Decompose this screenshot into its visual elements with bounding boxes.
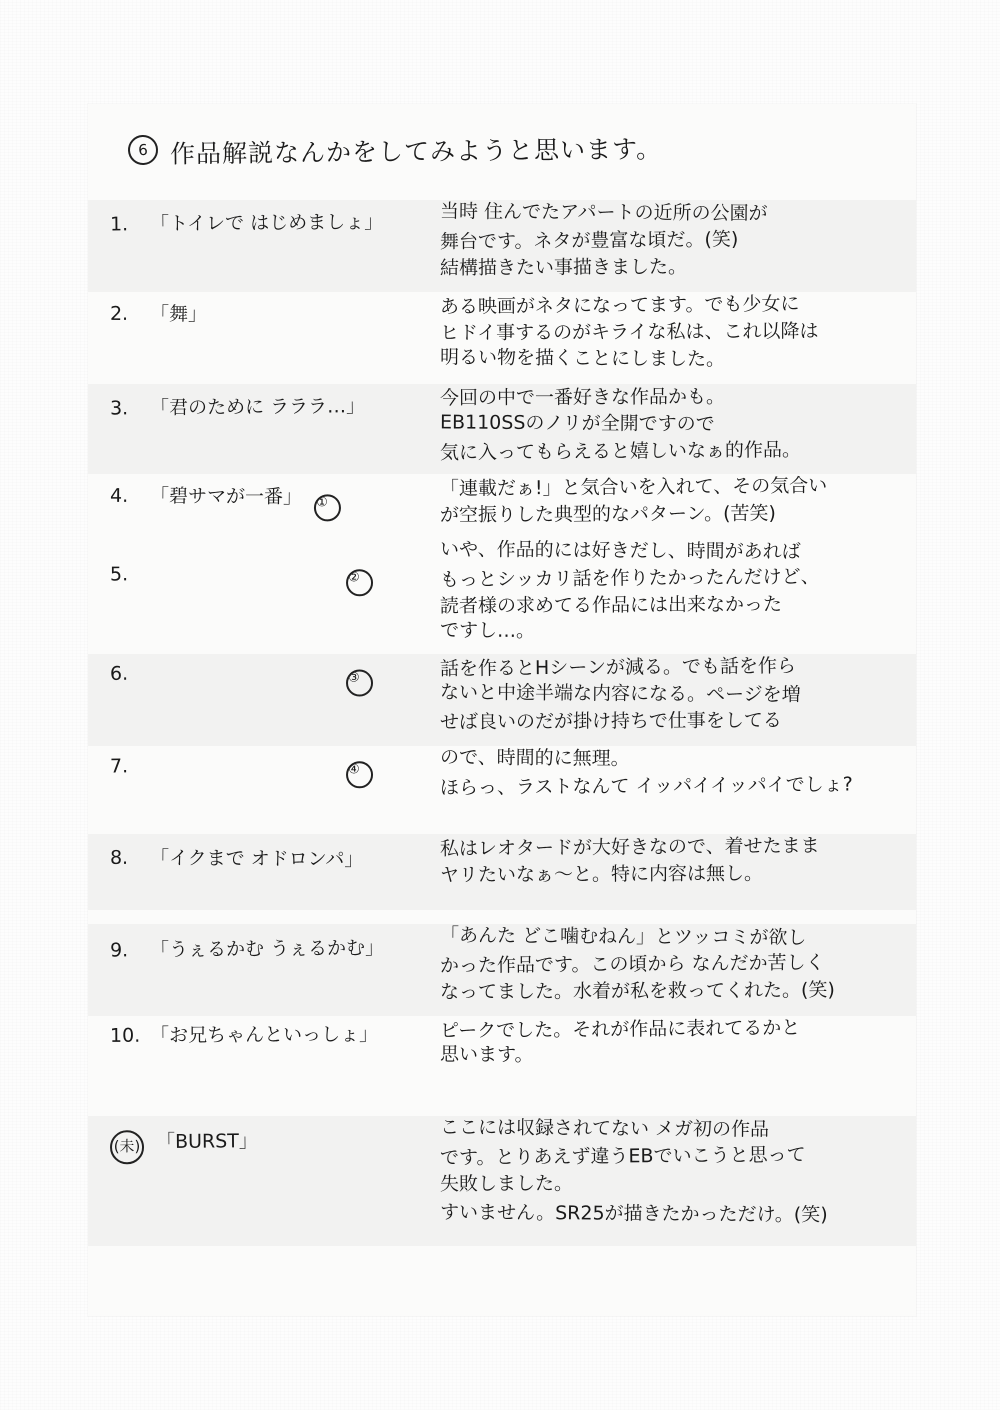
note-line: いや、作品的には好きだし、時間があれば [439,538,801,563]
entry-label [88,1016,440,1047]
entry-index: 3. [109,397,129,420]
entry-title: 「君のために ラララ…」 [149,395,366,420]
entry-title: 「トイレで はじめましょ」 [149,211,384,236]
list-item [88,834,916,910]
note-line: ピークでした。それが作品に表れてるかと [439,1016,801,1043]
entry-notes [440,538,916,646]
note-line: ですし…。 [439,619,536,642]
bullet-circle-icon: 6 [127,134,159,166]
entry-notes [440,384,916,465]
list-item [88,292,916,384]
entry-index: 5. [109,563,129,586]
note-line: もっとシッカリ話を作りたかったんだけど、 [439,565,820,591]
note-line: EB110SSのノリが全開ですので [439,411,715,436]
entry-marker: ④ [346,761,373,788]
entry-list [88,200,916,1246]
note-line: 明るい物を描くことにしました。 [439,346,726,371]
note-line: なってました。水着が私を救ってくれた。(笑) [439,979,835,1004]
list-item [88,1116,916,1246]
entry-notes [440,654,916,735]
list-item [88,384,916,474]
note-line: 思います。 [439,1043,534,1067]
list-item [88,538,916,654]
page-title-text: 作品解説なんかをしてみようと思います。 [169,134,663,169]
entry-index: 7. [109,755,129,778]
page-title [128,132,662,168]
entry-notes [440,1116,916,1228]
entry-index: 9. [109,939,129,962]
note-line: 今回の中で一番好きな作品かも。 [439,385,726,410]
section-gap [88,1080,916,1116]
note-line: ので、時間的に無理。 [439,746,630,770]
note-line: ある映画がネタになってます。でも少女に [439,292,800,319]
note-line: 当時 住んでたアパートの近所の公園が [439,200,768,225]
entry-title: 「舞」 [149,303,208,326]
list-item [88,746,916,820]
entry-index: 1. [109,213,129,236]
entry-title: 「お兄ちゃんといっしょ」 [149,1023,379,1047]
entry-notes [440,474,916,528]
entry-label [88,746,440,789]
entry-notes [440,200,916,281]
entry-index: 2. [109,302,129,325]
note-line: ヤリたいなぁ～と。特に内容は無し。 [439,862,764,887]
note-line: 結構描きたい事描きました。 [439,255,688,280]
note-line: ほらっ、ラストなんて イッパイイッパイでしょ? [439,773,853,799]
entry-marker: ① [314,494,341,521]
list-item [88,1016,916,1080]
entry-notes [440,834,916,888]
note-line: ここには収録されてない メガ初の作品 [439,1116,770,1141]
entry-notes [440,924,916,1005]
section-gap [88,820,916,834]
note-line: です。とりあえず違うEBでいこうと思って [439,1143,806,1169]
paper-sheet [88,104,916,1316]
entry-marker: ② [346,569,373,596]
list-item [88,924,916,1016]
list-item [88,200,916,292]
note-line: 失敗しました。 [439,1172,574,1196]
note-line: ヒドイ事するのがキライな私は、これ以降は [439,320,819,345]
entry-notes [440,292,916,373]
entry-title: 「うぇるかむ うぇるかむ」 [149,937,385,962]
note-line: せば良いのだが掛け持ちで仕事をしてる [439,709,782,734]
entry-notes [440,746,916,800]
note-line: すいません。SR25が描きたかっただけ。(笑) [439,1201,828,1226]
entry-index: 10. [109,1024,141,1047]
entry-index: (未) [110,1130,144,1164]
note-line: かった作品です。この頃から なんだか苦しく [439,951,825,977]
entry-marker: ③ [346,669,373,696]
list-item [88,474,916,538]
entry-index: 6. [109,662,129,685]
list-item [88,654,916,746]
note-line: 読者様の求めてる作品には出来なかった [439,593,783,618]
note-line: 舞台です。ネタが豊富な頃だ。(笑) [439,228,739,253]
entry-label [88,474,440,521]
note-line: ないと中途半端な内容になる。ページを増 [439,681,801,706]
note-line: 話を作るとHシーンが減る。でも話を作ら [439,654,797,681]
note-line: 私はレオタードが大好きなので、着せたまま [439,834,820,861]
entry-label [88,292,440,327]
note-line: 「あんた どこ噛むねん」とツッコミが欲し [439,924,807,949]
entry-title: 「碧サマが一番」 [150,485,303,509]
entry-label [88,538,440,597]
note-line: 「連載だぁ!」と気合いを入れて、その気合い [439,474,828,501]
entry-index: 4. [109,484,129,507]
note-line: 気に入ってもらえると嬉しいなぁ的作品。 [439,438,802,464]
entry-index: 8. [109,846,129,869]
entry-title: 「イクまで オドロンパ」 [149,847,364,871]
entry-title: 「BURST」 [155,1130,258,1154]
entry-notes [440,1016,916,1070]
note-line: が空振りした典型的なパターン。(苦笑) [439,502,776,527]
